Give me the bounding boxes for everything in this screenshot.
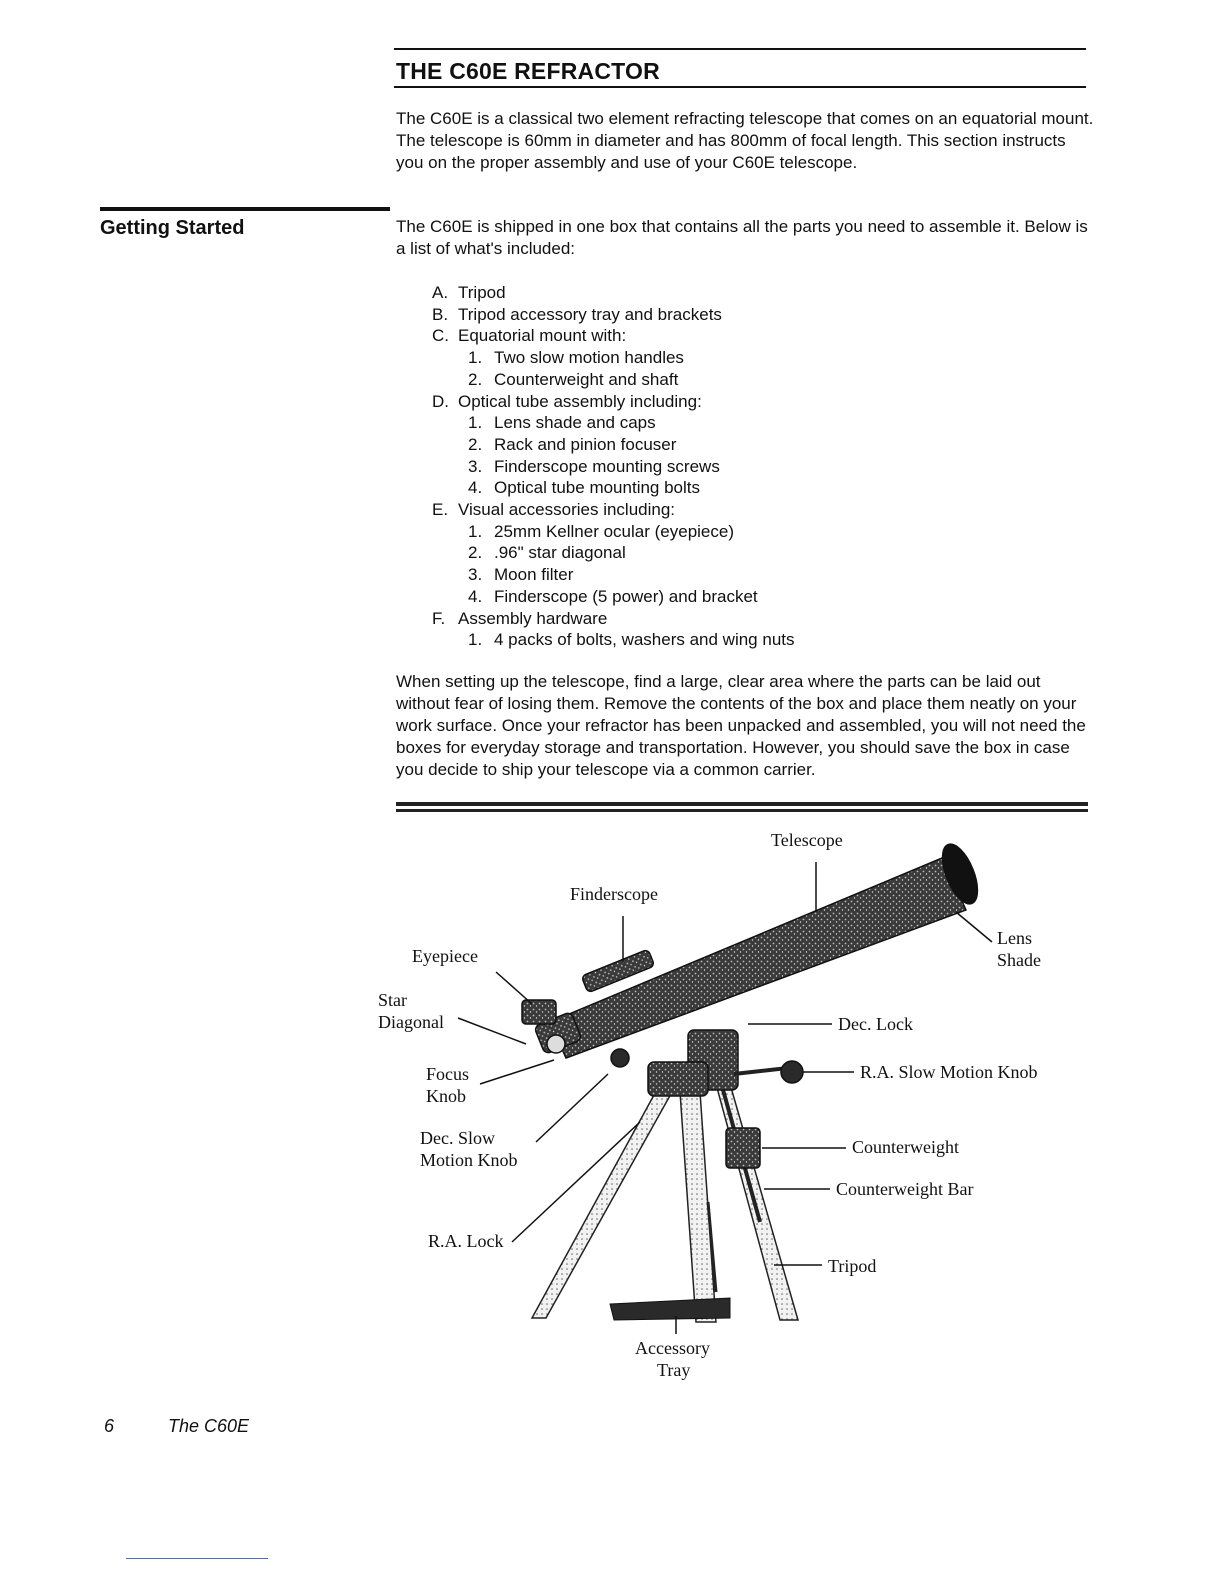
telescope-diagram (370, 822, 1090, 1392)
label-focus: Focus (426, 1064, 470, 1084)
label-star: Star (378, 990, 407, 1010)
list-item: F. Assembly hardware 1. 4 packs of bolts, washers and wing nuts (432, 608, 795, 650)
sub-list-item: 3. Finderscope mounting screws (468, 456, 720, 476)
label-accessory: Accessory (635, 1338, 710, 1358)
section-heading-getting-started: Getting Started (100, 217, 245, 239)
title-top-rule (394, 48, 1086, 50)
label-tray: Tray (657, 1360, 691, 1380)
label-lens: Lens (997, 928, 1032, 948)
label-ra-slow-motion-knob: R.A. Slow Motion Knob (860, 1062, 1038, 1082)
label-knob: Knob (426, 1086, 466, 1106)
tripod-graphic (532, 1084, 798, 1322)
sub-list-item: 2. Counterweight and shaft (468, 369, 679, 389)
intro-paragraph: The C60E is a classical two element refracting telescope that comes on an equatorial mount. The telescope is 60mm in diameter and has 800mm of focal length. This section instructs you on the proper assembly and use of your C60E telescope. (396, 109, 1094, 172)
double-rule (396, 802, 1088, 814)
list-item: E. Visual accessories including: 1. 25mm Kellner ocular (eyepiece) 2. .96" star diagonal 3. Moon filter 4. Finderscope (5 power) and bracket (432, 499, 795, 608)
sub-list-item: 1. 25mm Kellner ocular (eyepiece) (468, 521, 734, 541)
telescope-tube-graphic (522, 839, 985, 1058)
shipping-paragraph: The C60E is shipped in one box that contains all the parts you need to assemble it. Below is a list of what's included: (396, 217, 1088, 258)
list-item: B. Tripod accessory tray and brackets (432, 304, 722, 324)
page-title: THE C60E REFRACTOR (396, 58, 660, 84)
label-counterweight-bar: Counterweight Bar (836, 1179, 974, 1199)
list-item: D. Optical tube assembly including: 1. Lens shade and caps 2. Rack and pinion focuser 3. Finderscope mounting screws 4. Optical tube mounting bolts (432, 391, 795, 500)
label-telescope: Telescope (771, 830, 843, 850)
label-counterweight: Counterweight (852, 1137, 959, 1157)
mount-graphic (611, 1030, 803, 1096)
sub-list-item: 4. Optical tube mounting bolts (468, 478, 701, 498)
bottom-underline (126, 1558, 268, 1559)
label-eyepiece: Eyepiece (412, 946, 478, 966)
label-ra-lock: R.A. Lock (428, 1231, 504, 1251)
list-item: A. Tripod (432, 283, 506, 302)
label-diagonal: Diagonal (378, 1012, 444, 1032)
page-number: 6 (104, 1416, 115, 1436)
sub-list-item: 2. Rack and pinion focuser (468, 434, 677, 454)
sub-list-item: 1. Two slow motion handles (468, 348, 684, 368)
sub-list-item: 4. Finderscope (5 power) and bracket (468, 586, 758, 606)
label-dec-lock: Dec. Lock (838, 1014, 913, 1034)
section-rule (100, 207, 390, 211)
sub-list-item: 2. .96" star diagonal (468, 543, 626, 563)
title-bottom-rule (394, 86, 1086, 88)
sub-list-item: 3. Moon filter (468, 565, 574, 585)
label-motion-knob: Motion Knob (420, 1150, 518, 1170)
list-item: C. Equatorial mount with: 1. Two slow motion handles 2. Counterweight and shaft (432, 325, 795, 390)
label-finderscope: Finderscope (570, 884, 658, 904)
label-tripod: Tripod (828, 1256, 877, 1276)
setup-paragraph: When setting up the telescope, find a large, clear area where the parts can be laid out without fear of losing them. Remove the contents of the box and place them neatly on your work surface. Once your refractor has been unpacked and assembled, you will not need the boxes for everyday storage and transportation. However, you should save the box in case you decide to ship your telescope via a common carrier. (396, 672, 1086, 779)
counterweight-graphic (718, 1072, 760, 1222)
parts-list (432, 282, 795, 651)
sub-list-item: 1. 4 packs of bolts, washers and wing nuts (468, 630, 795, 650)
label-shade: Shade (997, 950, 1041, 970)
sub-list-item: 1. Lens shade and caps (468, 413, 656, 433)
label-dec-slow: Dec. Slow (420, 1128, 495, 1148)
footer-title: The C60E (168, 1416, 250, 1436)
